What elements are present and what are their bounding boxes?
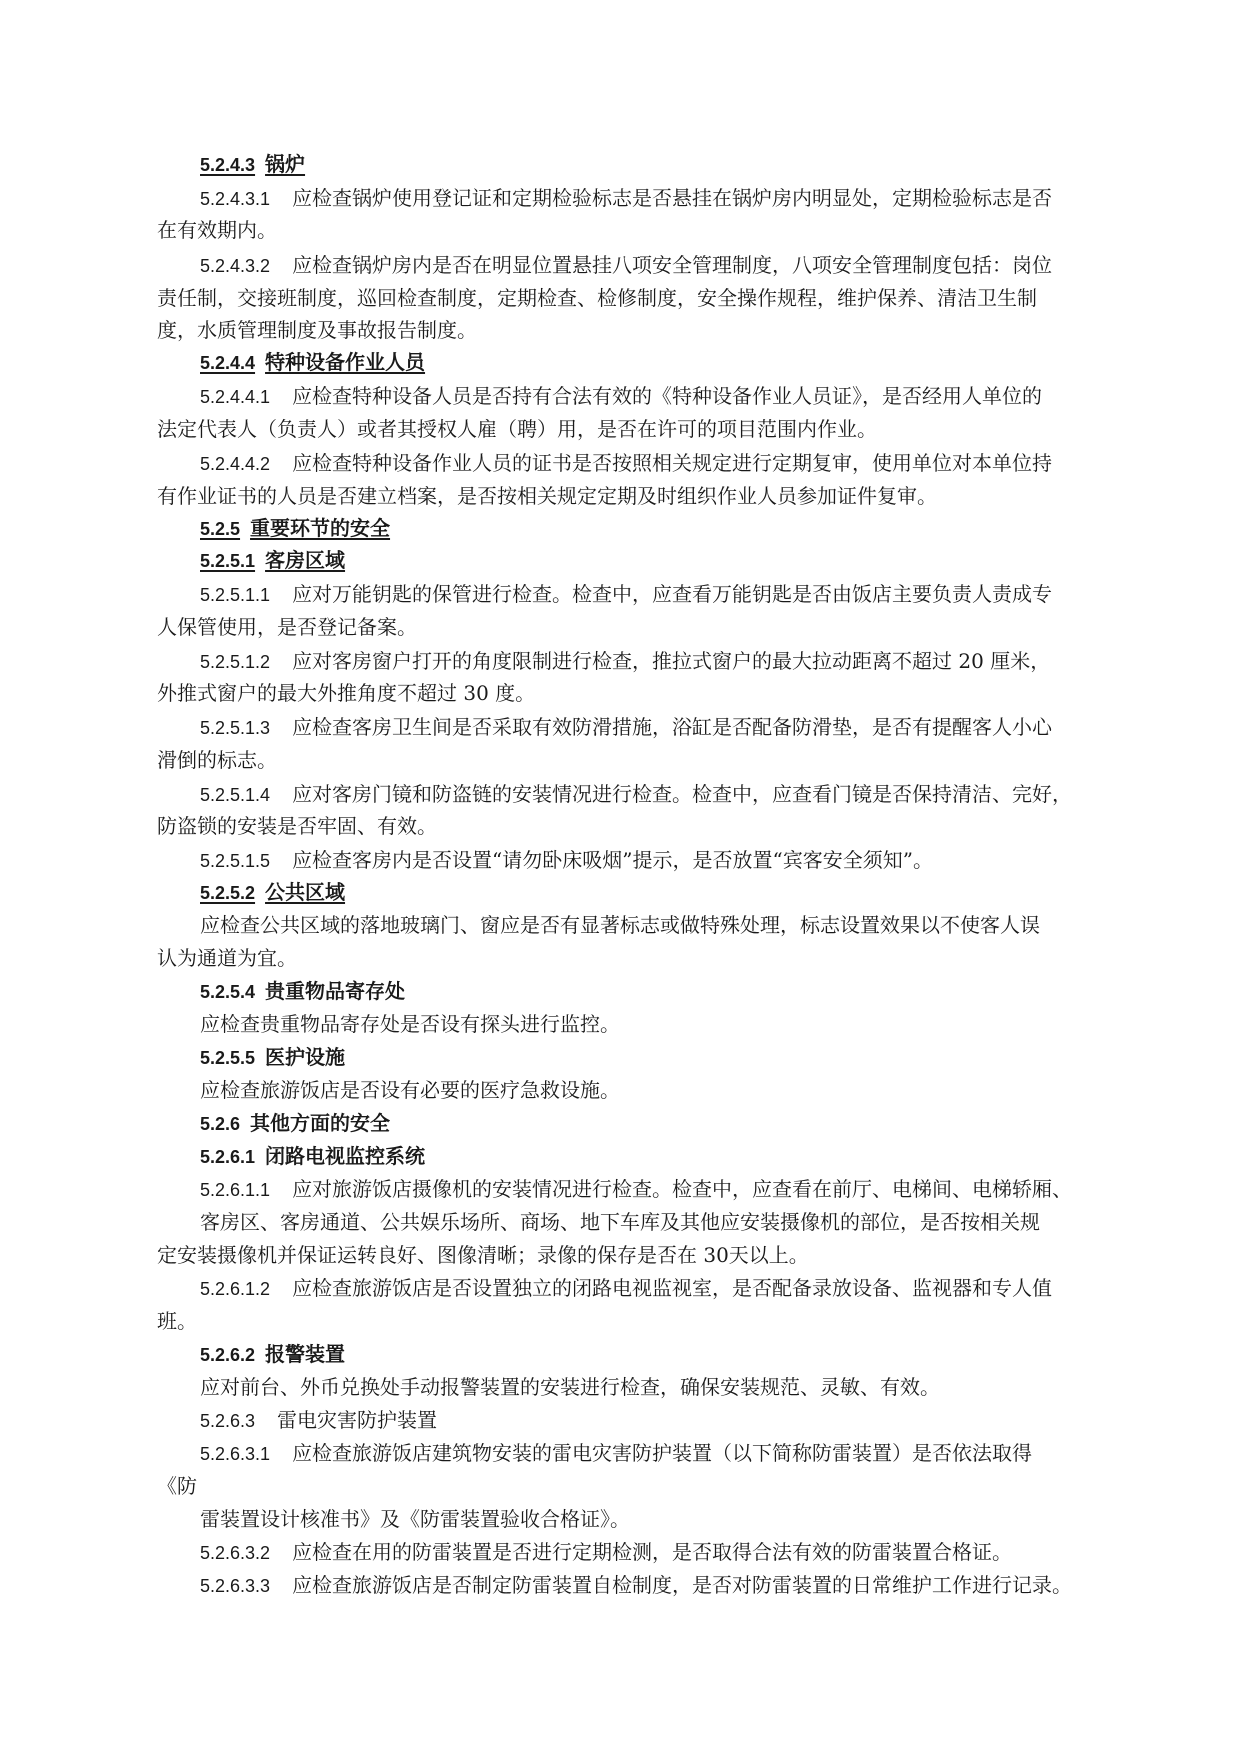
clause-5-2-4-3-2-line-1: 5.2.4.3.2 应检查锅炉房内是否在明显位置悬挂八项安全管理制度，八项安全管理制度包括：岗位	[200, 253, 1053, 277]
section-heading-5-2-5-2: 5.2.5.2 公共区域	[200, 880, 346, 904]
section-heading-5-2-5-5: 5.2.5.5 医护设施	[200, 1045, 346, 1069]
clause-5-2-4-3-2-line-2: 责任制，交接班制度，巡回检查制度，定期检查、检修制度，安全操作规程，维护保养、清洁卫生制	[157, 286, 1037, 310]
clause-5-2-6-2-line-1: 应对前台、外币兑换处手动报警装置的安装进行检查，确保安装规范、灵敏、有效。	[200, 1375, 940, 1399]
clause-5-2-5-2-line-2: 认为通道为宜。	[157, 946, 297, 970]
clause-5-2-6-1-2-line-2: 班。	[157, 1309, 197, 1333]
section-heading-5-2-6: 5.2.6 其他方面的安全	[200, 1111, 391, 1135]
section-heading-5-2-5: 5.2.5 重要环节的安全	[200, 516, 391, 540]
section-heading-5-2-6-1: 5.2.6.1 闭路电视监控系统	[200, 1144, 426, 1168]
clause-5-2-4-4-1-line-1: 5.2.4.4.1 应检查特种设备人员是否持有合法有效的《特种设备作业人员证》，是否经用人单位的	[200, 384, 1043, 408]
clause-5-2-6-3-1-line-2: 《防	[157, 1474, 197, 1498]
clause-5-2-5-1-4-line-1: 5.2.5.1.4 应对客房门镜和防盗链的安装情况进行检查。检查中，应查看门镜是否保持清洁、完好，	[200, 782, 1073, 806]
section-heading-5-2-6-2: 5.2.6.2 报警装置	[200, 1342, 346, 1366]
clause-5-2-5-2-line-1: 应检查公共区域的落地玻璃门、窗应是否有显著标志或做特殊处理，标志设置效果以不使客人误	[200, 913, 1040, 937]
clause-5-2-6-1-1-line-3: 定安装摄像机并保证运转良好、图像清晰；录像的保存是否在 30天以上。	[157, 1243, 809, 1267]
clause-5-2-5-1-1-line-1: 5.2.5.1.1 应对万能钥匙的保管进行检查。检查中，应查看万能钥匙是否由饭店主要负责人责成专	[200, 582, 1053, 606]
clause-5-2-6-1-1-line-1: 5.2.6.1.1 应对旅游饭店摄像机的安装情况进行检查。检查中，应查看在前厅、电梯间、电梯轿厢、	[200, 1177, 1073, 1201]
section-heading-5-2-5-4: 5.2.5.4 贵重物品寄存处	[200, 979, 406, 1003]
clause-5-2-4-4-1-line-2: 法定代表人（负责人）或者其授权人雇（聘）用，是否在许可的项目范围内作业。	[157, 417, 877, 441]
clause-5-2-5-1-4-line-2: 防盗锁的安装是否牢固、有效。	[157, 814, 437, 838]
section-heading-5-2-4-4: 5.2.4.4 特种设备作业人员	[200, 350, 426, 374]
clause-5-2-5-1-3-line-2: 滑倒的标志。	[157, 748, 277, 772]
clause-5-2-4-3-1-line-1: 5.2.4.3.1 应检查锅炉使用登记证和定期检验标志是否悬挂在锅炉房内明显处，定期检验标志是否	[200, 186, 1053, 210]
clause-5-2-4-3-1-line-2: 在有效期内。	[157, 218, 277, 242]
clause-5-2-5-5-line-1: 应检查旅游饭店是否设有必要的医疗急救设施。	[200, 1078, 620, 1102]
clause-5-2-4-4-2-line-2: 有作业证书的人员是否建立档案，是否按相关规定定期及时组织作业人员参加证件复审。	[157, 484, 937, 508]
clause-5-2-5-1-2-line-2: 外推式窗户的最大外推角度不超过 30 度。	[157, 681, 536, 705]
clause-5-2-6-1-2-line-1: 5.2.6.1.2 应检查旅游饭店是否设置独立的闭路电视监视室，是否配备录放设备、监视器和专人值	[200, 1276, 1053, 1300]
clause-5-2-5-1-1-line-2: 人保管使用，是否登记备案。	[157, 615, 417, 639]
clause-5-2-6-3-1-line-3: 雷装置设计核准书》及《防雷装置验收合格证》。	[200, 1507, 630, 1531]
section-heading-5-2-6-3: 5.2.6.3 雷电灾害防护装置	[200, 1408, 438, 1432]
clause-5-2-5-1-5-line-1: 5.2.5.1.5 应检查客房内是否设置“请勿卧床吸烟”提示，是否放置“宾客安全须知”。	[200, 848, 933, 872]
clause-5-2-5-1-2-line-1: 5.2.5.1.2 应对客房窗户打开的角度限制进行检查，推拉式窗户的最大拉动距离不超过 20 厘米，	[200, 649, 1051, 673]
clause-5-2-6-3-1-line-1: 5.2.6.3.1 应检查旅游饭店建筑物安装的雷电灾害防护装置（以下简称防雷装置）是否依法取得	[200, 1441, 1033, 1465]
section-heading-5-2-5-1: 5.2.5.1 客房区域	[200, 548, 346, 572]
clause-5-2-6-3-2-line-1: 5.2.6.3.2 应检查在用的防雷装置是否进行定期检测，是否取得合法有效的防雷装置合格证。	[200, 1540, 1013, 1564]
clause-5-2-6-3-3-line-1: 5.2.6.3.3 应检查旅游饭店是否制定防雷装置自检制度，是否对防雷装置的日常维护工作进行记录。	[200, 1573, 1073, 1597]
section-heading-5-2-4-3: 5.2.4.3 锅炉	[200, 152, 306, 176]
clause-5-2-4-4-2-line-1: 5.2.4.4.2 应检查特种设备作业人员的证书是否按照相关规定进行定期复审，使用单位对本单位持	[200, 451, 1053, 475]
clause-5-2-5-1-3-line-1: 5.2.5.1.3 应检查客房卫生间是否采取有效防滑措施，浴缸是否配备防滑垫，是否有提醒客人小心	[200, 715, 1053, 739]
clause-5-2-4-3-2-line-3: 度，水质管理制度及事故报告制度。	[157, 318, 477, 342]
clause-5-2-5-4-line-1: 应检查贵重物品寄存处是否设有探头进行监控。	[200, 1012, 620, 1036]
clause-5-2-6-1-1-line-2: 客房区、客房通道、公共娱乐场所、商场、地下车库及其他应安装摄像机的部位，是否按相关规	[200, 1210, 1040, 1234]
